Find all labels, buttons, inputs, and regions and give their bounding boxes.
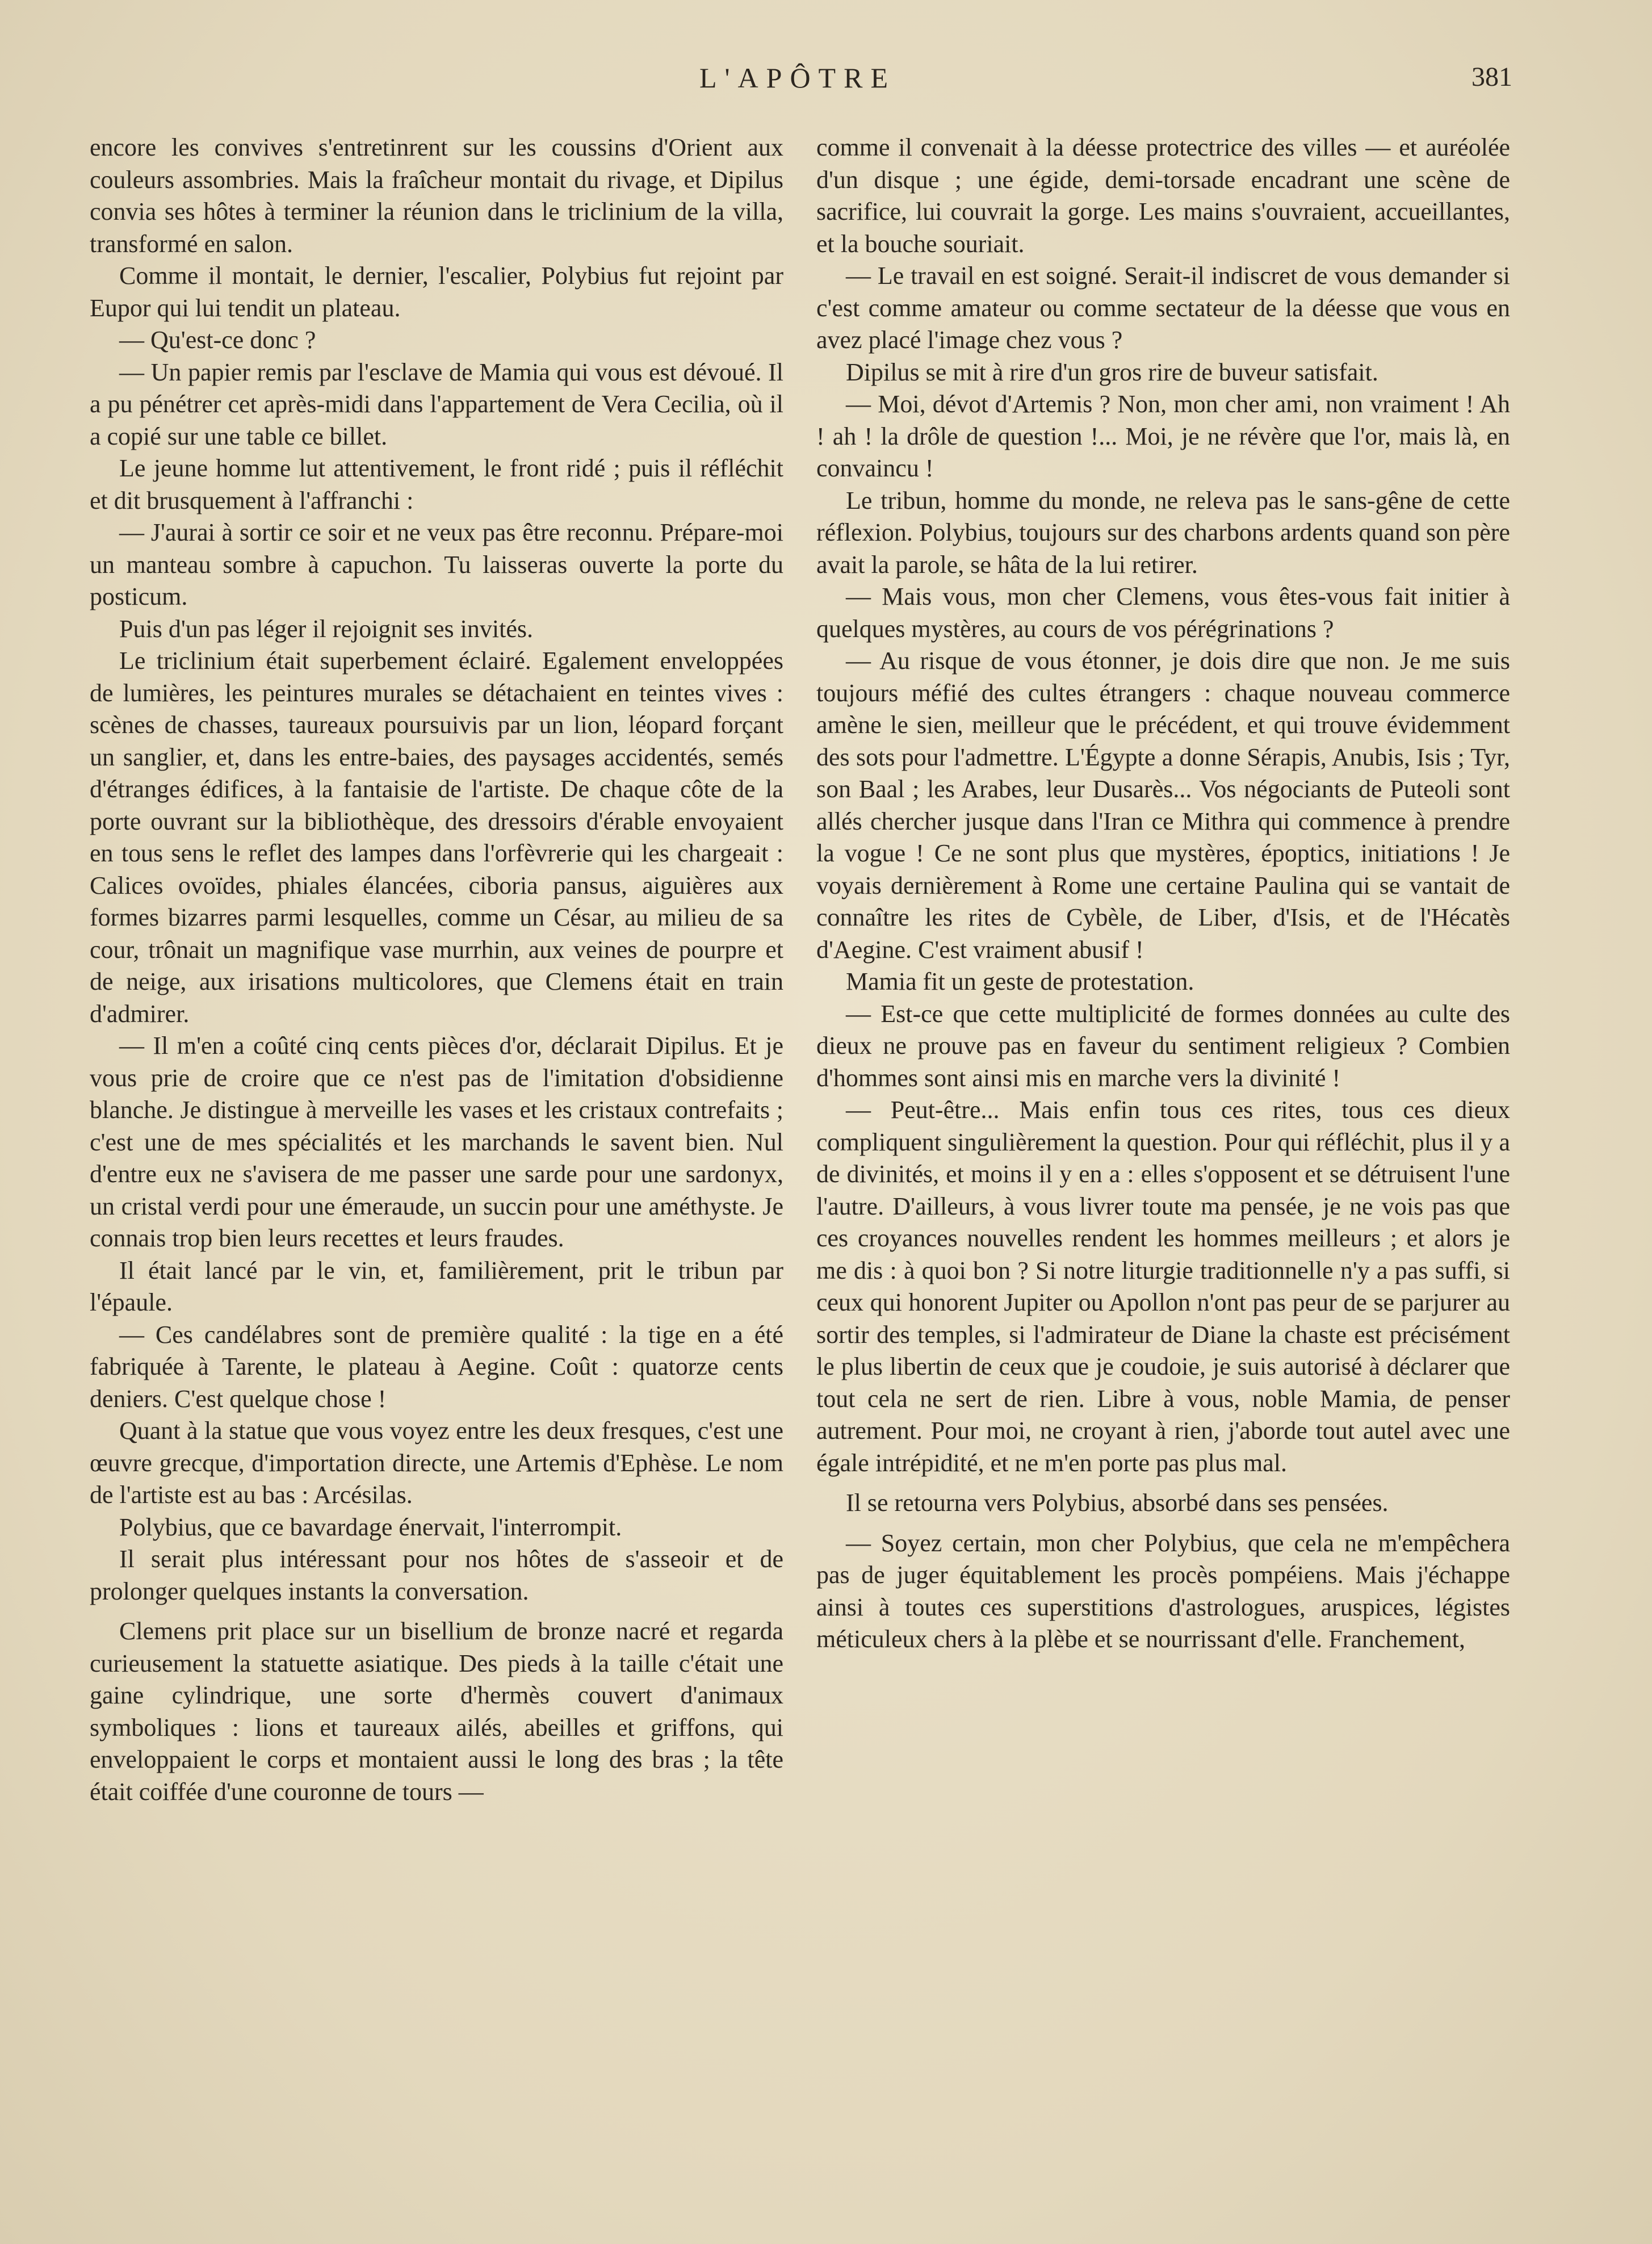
- paragraph: — Ces candélabres sont de première qualité : la tige en a été fabriquée à Tarente, le plateau à Aegine. Coût : quatorze cents deniers. C'est quelque chose !: [90, 1320, 783, 1413]
- paragraph: — Peut-être... Mais enfin tous ces rites, tous ces dieux compliquent singulièrement la question. Pour qui réfléchit, plus il y a de divinités, et moins il y en a : elles s'opposent et se détruisent l'une l'autre. D'ailleurs, à vous livrer toute ma pensée, je ne vois pas que ces croyances nouvelles rendent les hommes meilleurs ; et alors je me dis : à quoi bon ? Si notre liturgie traditionnelle n'y a pas suffi, si ceux qui honorent Jupiter ou Apollon n'ont pas peur de se parjurer au sortir des temples, si l'admirateur de Diane la chaste est précisément le plus libertin de ceux que je coudoie, je suis autorisé à déclarer que tout cela ne sert de rien. Libre à vous, noble Mamia, de penser autrement. Pour moi, ne croyant à rien, j'aborde tout autel avec une égale intrépidité, et ne m'en porte pas plus mal.: [816, 1096, 1510, 1477]
- paragraph: Le jeune homme lut attentivement, le front ridé ; puis il réfléchit et dit brusquement à l'affranchi :: [90, 454, 783, 514]
- left-text-column: [90, 132, 783, 2130]
- paragraph: Il se retourna vers Polybius, absorbé dans ses pensées.: [846, 1489, 1389, 1517]
- paragraph: Puis d'un pas léger il rejoignit ses invités.: [119, 614, 533, 643]
- paragraph: Quant à la statue que vous voyez entre les deux fresques, c'est une œuvre grecque, d'importation directe, une Artemis d'Ephèse. Le nom de l'artiste est au bas : Arcésilas.: [90, 1417, 783, 1509]
- paragraph: — Est-ce que cette multiplicité de formes données au culte des dieux ne prouve pas en faveur du sentiment religieux ? Combien d'hommes sont ainsi mis en marche vers la divinité !: [816, 999, 1510, 1092]
- paragraph: Mamia fit un geste de protestation.: [846, 968, 1194, 995]
- paragraph: Il était lancé par le vin, et, familièrement, prit le tribun par l'épaule.: [90, 1256, 783, 1316]
- paragraph: Comme il montait, le dernier, l'escalier, Polybius fut rejoint par Eupor qui lui tendit un plateau.: [90, 262, 783, 322]
- paragraph: — J'aurai à sortir ce soir et ne veux pas être reconnu. Prépare-moi un manteau sombre à capuchon. Tu laisseras ouverte la porte du posticum.: [90, 518, 783, 610]
- paragraph: comme il convenait à la déesse protectrice des villes — et auréolée d'un disque ; une égide, demi-torsade encadrant une scène de sacrifice, lui couvrait la gorge. Les mains s'ouvraient, accueillantes, et la bouche souriait.: [816, 133, 1510, 258]
- running-title: L'APÔTRE: [699, 62, 896, 94]
- paragraph: Dipilus se mit à rire d'un gros rire de buveur satisfait.: [846, 358, 1378, 386]
- paragraph: — Qu'est-ce donc ?: [119, 326, 316, 354]
- right-text-column: [816, 132, 1510, 2130]
- running-head: [0, 59, 1652, 99]
- paragraph: — Il m'en a coûté cinq cents pièces d'or, déclarait Dipilus. Et je vous prie de croire que ce n'est pas de l'imitation d'obsidienne blanche. Je distingue à merveille les vases et les cristaux contrefaits ; c'est une de mes spécialités et les marchands le savent bien. Nul d'entre eux ne s'avisera de me passer une sarde pour une sardonyx, un cristal verdi pour une émeraude, un succin pour une améthyste. Je connais trop bien leurs recettes et leurs fraudes.: [90, 1032, 783, 1252]
- paragraph: — Mais vous, mon cher Clemens, vous êtes-vous fait initier à quelques mystères, au cours de vos pérégrinations ?: [816, 583, 1510, 643]
- paragraph: Il serait plus intéressant pour nos hôtes de s'asseoir et de prolonger quelques instants la conversation.: [90, 1545, 783, 1605]
- paragraph: encore les convives s'entretinrent sur les coussins d'Orient aux couleurs assombries. Mais la fraîcheur montait du rivage, et Dipilus convia ses hôtes à terminer la réunion dans le triclinium de la villa, transformé en salon.: [90, 133, 783, 258]
- paragraph: Polybius, que ce bavardage énervait, l'interrompit.: [119, 1513, 622, 1541]
- paragraph: — Soyez certain, mon cher Polybius, que cela ne m'empêchera pas de juger équitablement les procès pompéiens. Mais j'échappe ainsi à toutes ces superstitions d'astrologues, aruspices, légistes méticuleux chers à la plèbe et se nourrissant d'elle. Franchement,: [816, 1529, 1510, 1653]
- paragraph: — Un papier remis par l'esclave de Mamia qui vous est dévoué. Il a pu pénétrer cet après-midi dans l'appartement de Vera Cecilia, où il a copié sur une table ce billet.: [90, 358, 783, 450]
- paragraph: Le triclinium était superbement éclairé. Egalement enveloppées de lumières, les peintures murales se détachaient en teintes vives : scènes de chasses, taureaux poursuivis par un lion, léopard forçant un sanglier, et, dans les entre-baies, des paysages accidentés, semés d'étranges édifices, à la fantaisie de l'artiste. De chaque côte de la porte ouvrant sur la bibliothèque, des dressoirs d'érable envoyaient en tous sens le reflet des lampes dans l'orfèvrerie qui les chargeait : Calices ovoïdes, phiales élancées, ciboria pansus, aiguières aux formes bizarres parmi lesquelles, comme un César, au milieu de sa cour, trônait un magnifique vase murrhin, aux veines de pourpre et de neige, aux irisations multicolores, que Clemens était en train d'admirer.: [90, 647, 783, 1028]
- paragraph: — Le travail en est soigné. Serait-il indiscret de vous demander si c'est comme amateur ou comme sectateur de la déesse que vous en avez placé l'image chez vous ?: [816, 262, 1510, 354]
- paragraph: — Au risque de vous étonner, je dois dire que non. Je me suis toujours méfié des cultes étrangers : chaque nouveau commerce amène le sien, meilleur que le précédent, et qui trouve évidemment des sots pour l'admettre. L'Égypte a donne Sérapis, Anubis, Isis ; Tyr, son Baal ; les Arabes, leur Dusarès... Vos négociants de Puteoli sont allés chercher jusque dans l'Iran ce Mithra qui commence à prendre la vogue ! Ce ne sont plus que mystères, époptics, initiations ! Je voyais dernièrement à Rome une certaine Paulina qui se vantait de connaître les rites de Cybèle, de Liber, d'Isis, et de l'Hécatès d'Aegine. C'est vraiment abusif !: [816, 647, 1510, 964]
- paragraph: Clemens prit place sur un bisellium de bronze nacré et regarda curieusement la statuette asiatique. Des pieds à la taille c'était une gaine cylindrique, une sorte d'hermès couvert d'animaux symboliques : lions et taureaux ailés, abeilles et griffons, qui enveloppaient le corps et montaient aussi le long des bras ; la tête était coiffée d'une couronne de tours —: [90, 1617, 783, 1806]
- paragraph: Le tribun, homme du monde, ne releva pas le sans-gêne de cette réflexion. Polybius, toujours sur des charbons ardents quand son père avait la parole, se hâta de la lui retirer.: [816, 486, 1510, 579]
- page-number: 381: [1471, 62, 1512, 92]
- paragraph: — Moi, dévot d'Artemis ? Non, mon cher ami, non vraiment ! Ah ! ah ! la drôle de question !... Moi, je ne révère que l'or, mais là, en convaincu !: [816, 390, 1510, 482]
